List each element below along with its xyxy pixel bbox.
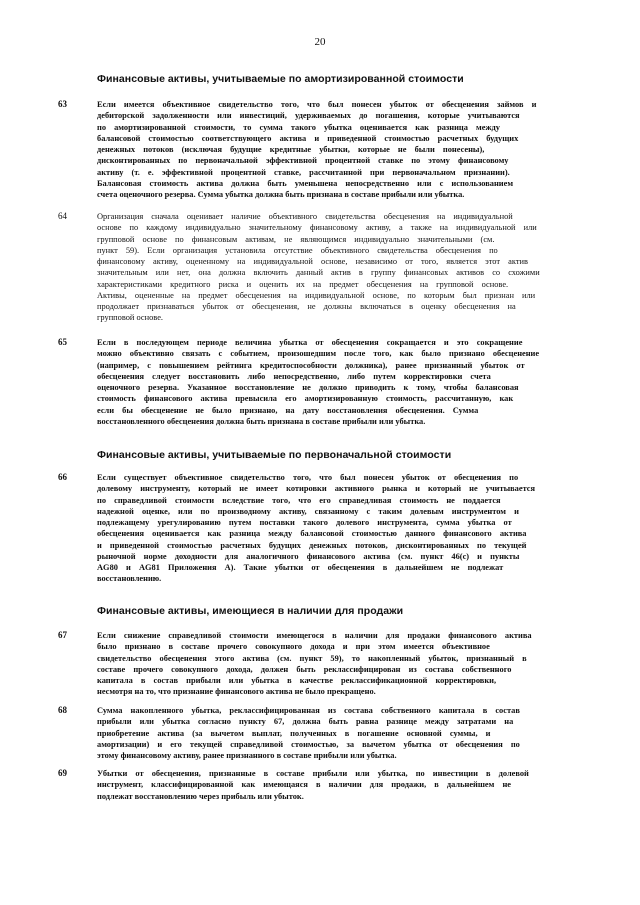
paragraph-line: по амортизированной стоимости, то сумма такого убытка оценивается как разница между: [97, 122, 500, 132]
paragraph-number: 64: [58, 211, 67, 221]
paragraph-line: можно объективно связать с событием, произошедшим после того, как было признано обесценение: [97, 349, 540, 359]
paragraph-text: [97, 337, 557, 427]
paragraph-line: оценочного резерва. Указанное восстановление не должно приводить к тому, чтобы балансовая: [97, 383, 519, 392]
paragraph-line: дисконтированных по первоначальной эффективной процентной ставке по этому финансовому: [97, 156, 509, 166]
paragraph-line: дебиторской задолженности или инвестиций, удерживаемых до погашения, которые учитываются: [97, 111, 520, 121]
paragraph-line: пункт 59). Если организация установила отсутствие объективного свидетельства обесценения по: [97, 245, 498, 255]
paragraph-line: восстановлению.: [97, 574, 162, 584]
paragraph-text: [97, 705, 557, 761]
paragraph-line: этому финансовому активу, ранее признанного в составе прибыли или убытка.: [97, 751, 397, 760]
paragraph-line: Балансовая стоимость актива должна быть уменьшена непосредственно или с использованием: [97, 178, 514, 188]
paragraph-line: надежной оценке, или по производному активу, связанному с таким долевым инструментом и: [97, 506, 519, 516]
paragraph-number: 63: [58, 99, 67, 109]
paragraph-line: стоимость финансового актива превысила его амортизированную стоимость, рассчитанную, как: [97, 394, 514, 404]
paragraph-line: активу (т. е. эффективной процентной ставке, рассчитанной при первоначальном признании).: [97, 167, 510, 177]
paragraph-line: денежных потоков (исключая будущие кредитные убытки, которые не были понесены),: [97, 145, 485, 154]
paragraph-line: приобретение актива (за вычетом выплат, полученных в погашение основной суммы, и: [97, 728, 491, 738]
paragraph-line: балансовой стоимостью соответствующего актива и приведенной стоимостью расчетных будущих: [97, 133, 519, 143]
paragraph-line: прибыли или убытка согласно пункту 67, должна быть равна разнице между затратами на: [97, 717, 514, 727]
paragraph-text: [97, 768, 557, 802]
paragraph-line: было признано в составе прочего совокупного дохода и при этом имеется объективное: [97, 642, 490, 652]
paragraph-line: восстановленного обесценения должна быть признана в составе прибыли или убытка.: [97, 416, 426, 426]
paragraph-number: 68: [58, 705, 67, 715]
paragraph-line: подлежат восстановлению через прибыль или убыток.: [97, 791, 304, 801]
paragraph-line: Если имеется объективное свидетельство того, что был понесен убыток от обесценения займов и: [97, 100, 537, 109]
paragraph-line: AG80 и AG81 Приложения A). Такие убытки от обесценения в дальнейшем не подлежат: [97, 563, 504, 572]
heading-amortized-cost: Финансовые активы, учитываемые по амортизированной стоимости: [97, 73, 464, 85]
paragraph-line: групповой основе по финансовым активам, не являющимся индивидуально значительными (см.: [97, 234, 495, 244]
heading-available-for-sale: Финансовые активы, имеющиеся в наличии для продажи: [97, 605, 404, 617]
paragraph-line: Если снижение справедливой стоимости имеющегося в наличии для продажи финансового актива: [97, 631, 532, 640]
heading-cost: Финансовые активы, учитываемые по первоначальной стоимости: [97, 449, 452, 461]
paragraph-number: 65: [58, 337, 67, 347]
paragraph-line: капитала в состав прибыли или убытка в качестве реклассификационной корректировки,: [97, 676, 497, 685]
paragraph-line: финансовому активу, оцененному на индивидуальной основе, независимо от того, является этот актив: [97, 257, 528, 266]
paragraph-line: значительным или нет, она должна включить данный актив в группу финансовых активов со схожими: [97, 268, 540, 278]
paragraph-line: инструмент, классифицированной как имеющаяся в наличии для продажи, в дальнейшем не: [97, 780, 511, 790]
paragraph-line: рыночной норме доходности для аналогичного финансового актива (см. пункт 46(c) и пункты: [97, 551, 520, 561]
paragraph-text: [97, 472, 557, 585]
paragraph-line: характеристиками кредитного риска и оценить их на предмет обесценения на групповой основе.: [97, 279, 509, 289]
paragraph-line: Если в последующем периоде величина убытка от обесценения сокращается и это сокращение: [97, 338, 523, 347]
paragraph-text: [97, 630, 557, 698]
paragraph-number: 66: [58, 472, 67, 482]
paragraph-line: амортизации) и его текущей справедливой стоимостью, за вычетом убытка от обесценения по: [97, 739, 520, 749]
paragraph-line: групповой основе.: [97, 313, 164, 323]
paragraph-line: если бы обесценение не было признано, на дату восстановления обесценения. Сумма: [97, 405, 479, 415]
paragraph-line: составе прочего совокупного дохода, должен быть реклассифицирован из состава собственного: [97, 664, 512, 674]
paragraph-line: Убытки от обесценения, признанные в составе прибыли или убытка, по инвестиции в долевой: [97, 769, 529, 778]
paragraph-line: счета оценочного резерва. Сумма убытка должна быть признана в составе прибыли или убытка.: [97, 190, 465, 199]
paragraph-text: [97, 211, 557, 324]
paragraph-number: 67: [58, 630, 67, 640]
paragraph-line: по справедливой стоимости вследствие того, что его справедливая стоимость не поддается: [97, 495, 501, 505]
paragraph-line: свидетельство обесценения этого актива (см. пункт 59), то накопленный убыток, признанный в: [97, 653, 527, 663]
paragraph-line: долевому инструменту, который не имеет котировки активного рынка и который не учитывается: [97, 484, 536, 494]
paragraph-line: Активы, оцененные на предмет обесценения на индивидуальной основе, по которым был признан или: [97, 290, 536, 300]
paragraph-line: (например, с повышением рейтинга кредитоспособности должника), ранее признанный убыток от: [97, 360, 525, 370]
paragraph-line: продолжает признаваться убыток от обесценения, не должны включаться в оценку обесценения на: [97, 302, 516, 311]
page-number: 20: [314, 36, 326, 48]
paragraph-line: Если существует объективное свидетельство того, что был понесен убыток от обесценения по: [97, 473, 519, 482]
paragraph-number: 69: [58, 768, 67, 778]
paragraph-line: подлежащему урегулированию путем поставки такого долевого инструмента, сумма убытка от: [97, 518, 512, 527]
paragraph-line: Организация сначала оценивает наличие объективного свидетельства обесценения на индивидуальной: [97, 212, 513, 221]
paragraph-line: несмотря на то, что признание финансового актива не было прекращено.: [97, 687, 376, 697]
paragraph-line: Сумма накопленного убытка, реклассифицированная из состава собственного капитала в состав: [97, 706, 520, 715]
paragraph-line: обесценения следует восстановить либо непосредственно, либо путем корректировки счета: [97, 371, 491, 381]
paragraph-line: и приведенной стоимостью расчетных будущих денежных потоков, дисконтированных по текущей: [97, 540, 527, 550]
paragraph-line: обесценения оценивается как разница между балансовой стоимостью данного финансового актива: [97, 529, 527, 539]
paragraph-text: [97, 99, 557, 200]
paragraph-line: основе по каждому индивидуально значительному финансовому активу, а также на индивидуальной или: [97, 223, 537, 233]
